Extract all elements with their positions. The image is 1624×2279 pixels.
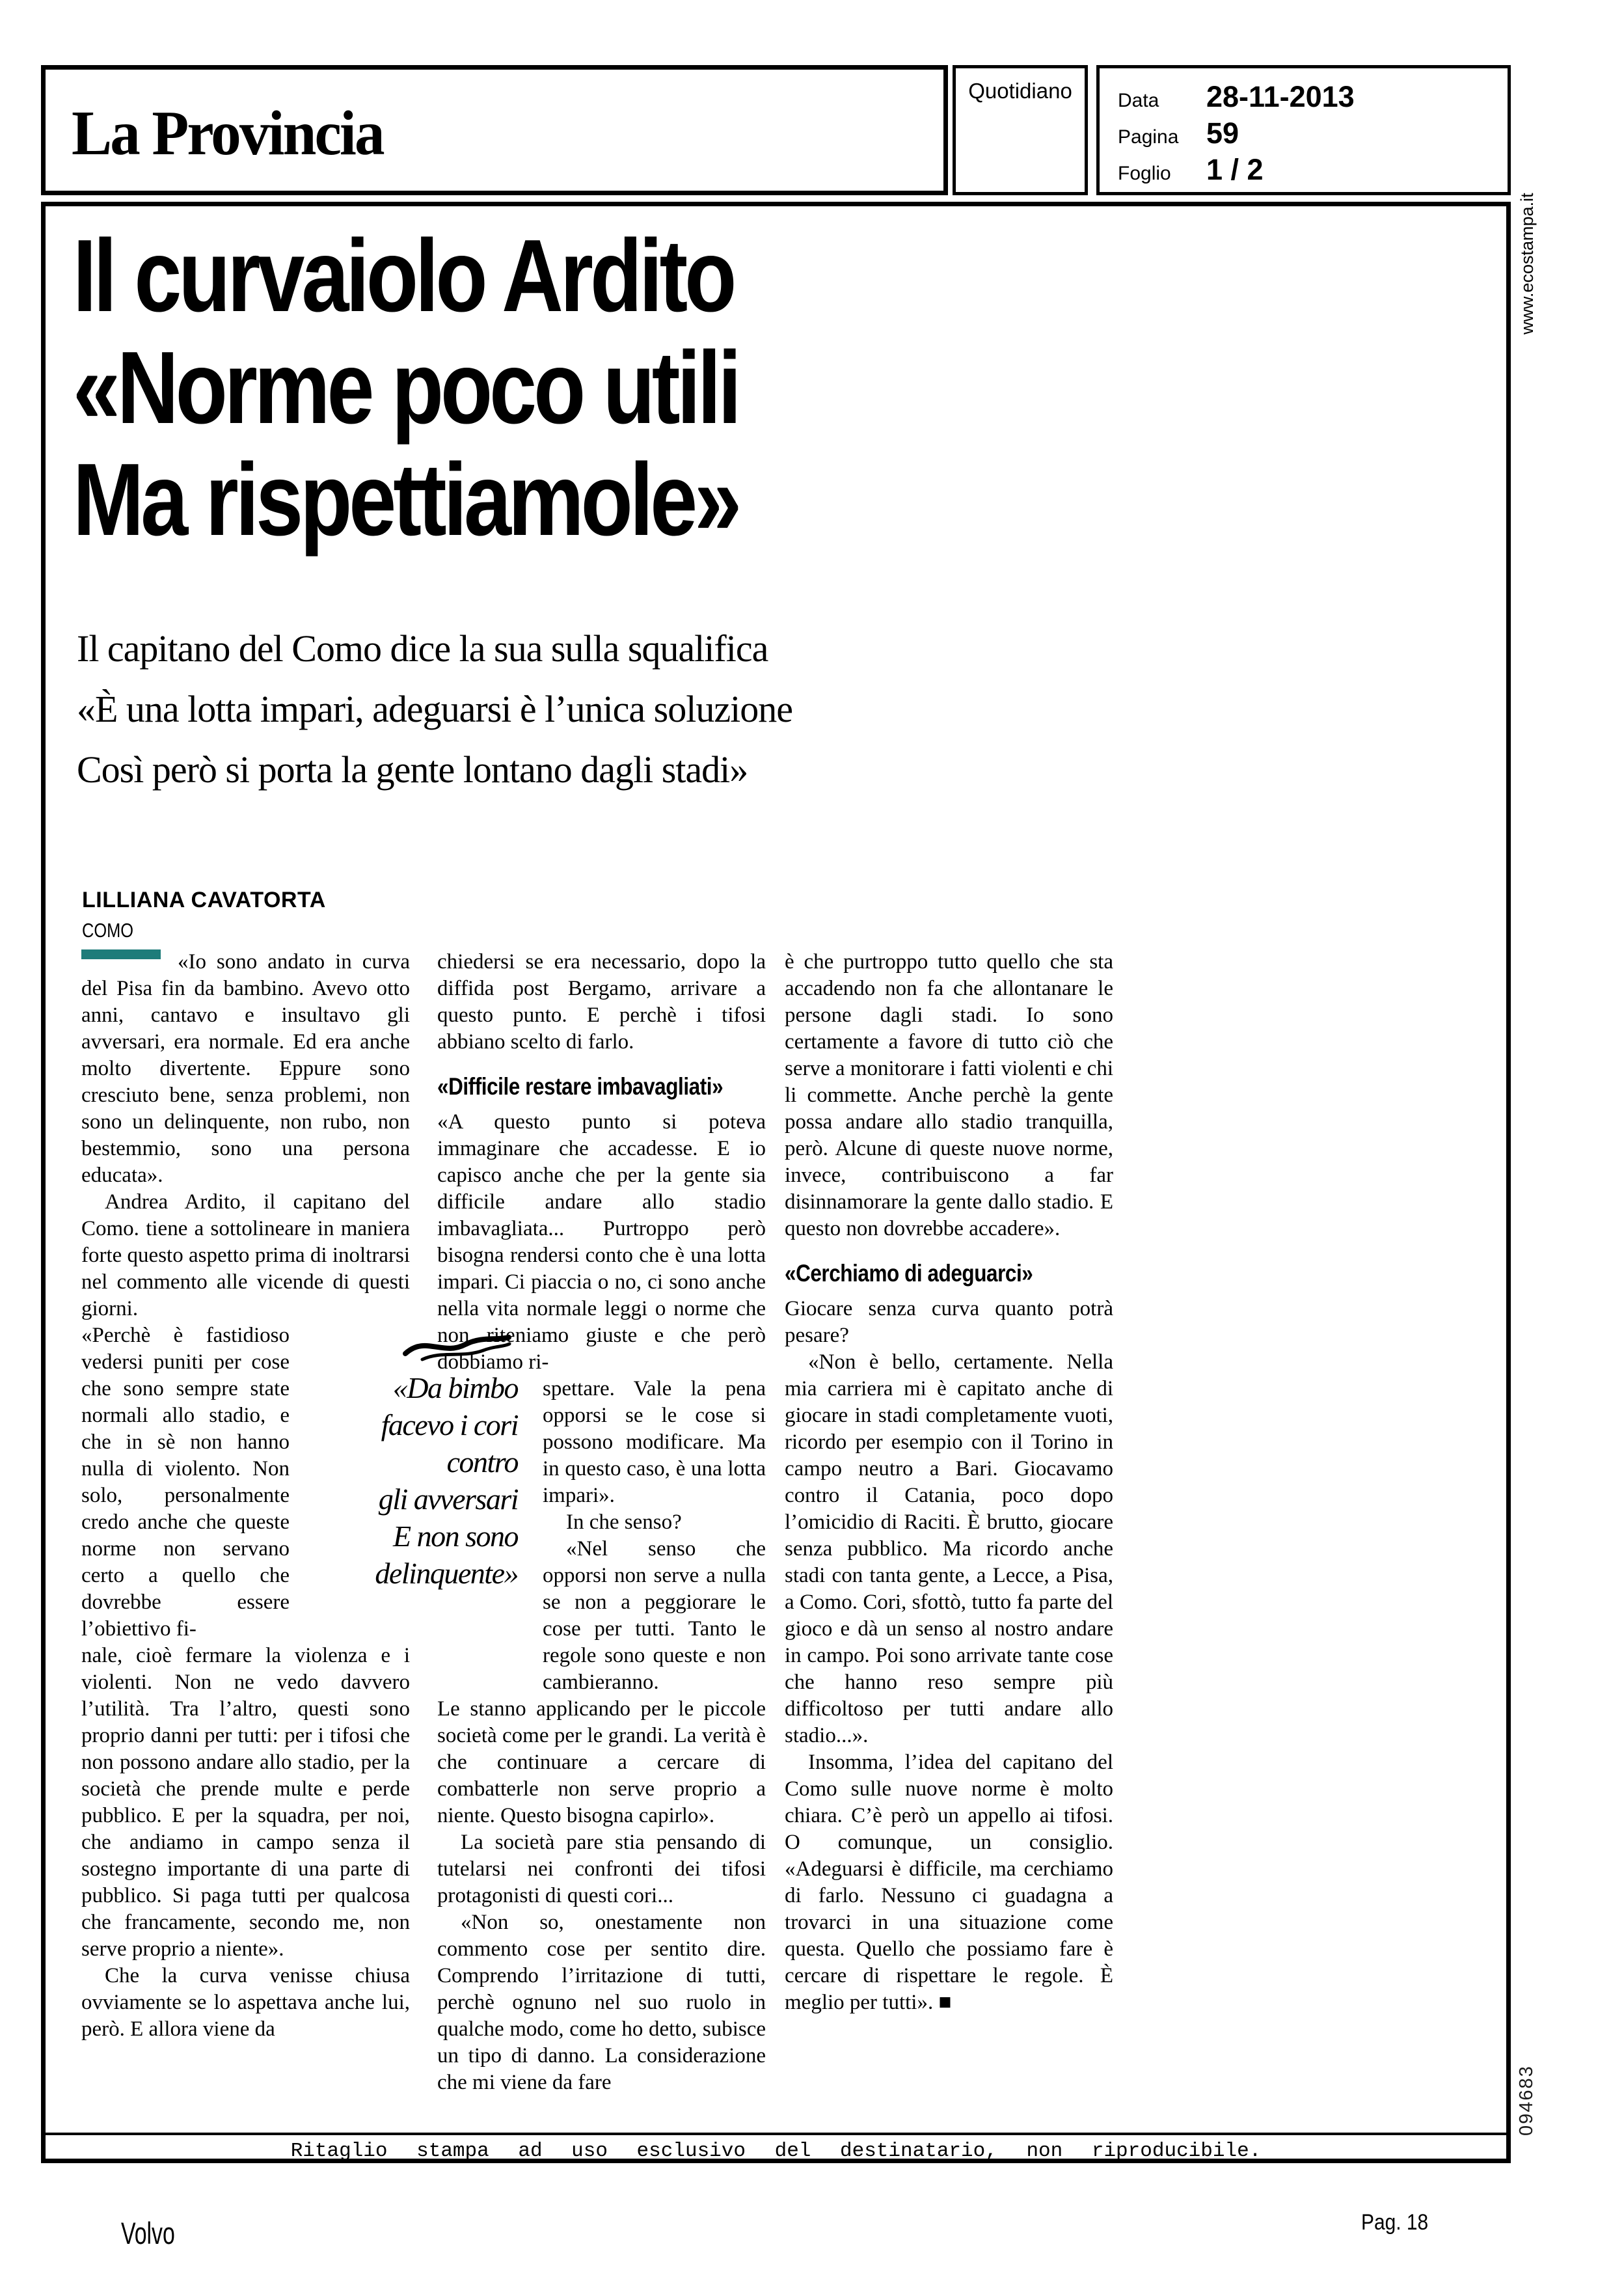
paragraph: spettare. Vale la pena opporsi se le cose si possono modificare. Ma in questo caso, è una lotta impari».: [543, 1377, 766, 1507]
advertiser-name: Volvo: [121, 2216, 175, 2250]
paragraph-text: «Io sono andato in curva del Pisa fin da bambino. Avevo otto anni, cantavo e insultavo gli avversari, era normale. Ed era anche molto divertente. Eppure sono cresciuto bene, senza problemi, non sono un delinquente, non rubo, non bestemmio, sono una persona educata».: [81, 950, 410, 1187]
paragraph: «Non so, onestamente non commento cose per sentito dire. Comprendo l’irritazione di tutti, perchè ognuno nel suo ruolo in qualche modo, come ho detto, subisce un tipo di danno. La considerazione che mi viene da fare: [437, 1911, 766, 2094]
interview-question: Giocare senza curva quanto potrà pesare?: [785, 1297, 1113, 1347]
page-reference: Pag. 18: [1361, 2210, 1429, 2235]
interview-question: In che senso?: [566, 1510, 682, 1534]
page-value: 59: [1206, 116, 1239, 150]
pull-quote-line: delinquente»: [375, 1557, 518, 1590]
standfirst: [77, 618, 792, 800]
pull-quote-line: facevo i cori: [381, 1408, 518, 1441]
masthead-logo-box: [41, 65, 948, 195]
paragraph: è che purtroppo tutto quello che sta accadendo non fa che allontanare le persone dagli stadi. Io sono certamente a favore di tutto ciò che serve a monitorare i fatti violenti e chi li commette. Anche perchè la gente possa andare allo stadio tranquilla, però. Alcune di queste nuove norme, invece, contribuiscono a far disinnamorare la gente dallo stadio. E questo non dovrebbe accadere».: [785, 950, 1113, 1240]
standfirst-line-2: «È una lotta impari, adeguarsi è l’unica soluzione: [77, 688, 792, 730]
pull-quote-line: gli avversari: [378, 1482, 518, 1516]
paragraph: Andrea Ardito, il capitano del Como. tiene a sottolineare in maniera forte questo aspetto prima di inoltrarsi nel commento alle vicende di questi giorni.: [81, 1190, 410, 1320]
page-label: Pagina: [1118, 126, 1179, 148]
byline-author: LILLIANA CAVATORTA: [82, 888, 326, 912]
headline-line-3: Ma rispettiamole»: [73, 443, 739, 557]
pull-quote-line: «Da bimbo: [392, 1371, 518, 1404]
section-subhead: «Cerchiamo di adeguarci»: [785, 1260, 1033, 1287]
paragraph: chiedersi se era necessario, dopo la diffida post Bergamo, arrivare a questo punto. E perchè i tifosi abbiano scelto di farlo.: [437, 950, 766, 1054]
headline-line-1: Il curvaiolo Ardito: [73, 219, 734, 333]
publication-type-label: Quotidiano: [968, 79, 1072, 103]
paragraph: Insomma, l’idea del capitano del Como sulle nuove norme è molto chiara. C’è però un appello ai tifosi. O comunque, un consiglio. «Adeguarsi è difficile, ma cerchiamo di farlo. Nessuno ci guadagna a trovarci in una situazione come questa. Quello che possiamo fare è cercare di rispettare le regole. È meglio per tutti». ■: [785, 1751, 1113, 2014]
paragraph-beside-pullquote: «Perchè è fastidioso vedersi puniti per cose che sono sempre state normali allo stadio, e che in sè non hanno nulla di violento. Non solo, personalmente credo anche che queste norme non servano certo a quello che dovrebbe essere l’obiettivo fi-: [81, 1324, 290, 1641]
info-row-sheet: [1118, 153, 1264, 187]
footer-disclaimer: Ritaglio stampa ad uso esclusivo del destinatario, non riproducibile.: [290, 2140, 1262, 2163]
paragraph: Che la curva venisse chiusa ovviamente se lo aspettava anche lui, però. E allora viene da: [81, 1964, 410, 2041]
body-column-2: [437, 949, 766, 2096]
text-beside-pullquote: [543, 1376, 766, 1696]
interview-question: La società pare stia pensando di tutelarsi nei confronti dei tifosi protagonisti di questi cori...: [437, 1831, 766, 1907]
ecostampa-watermark: www.ecostampa.it: [1517, 193, 1537, 334]
standfirst-line-3: Così però si porta la gente lontano dagli stadi»: [77, 748, 748, 791]
newspaper-logo: La Provincia: [72, 98, 383, 169]
paragraph: nale, cioè fermare la violenza e i violenti. Non ne vedo davvero l’utilità. Tra l’altro, questi sono proprio danni per tutti: per i tifosi che non possono andare allo stadio, per la società che prende multe e perde pubblico. E per la squadra, per noi, che andiamo in campo senza il sostegno importante di una parte di pubblico. Si paga tutti per qualcosa che francamente, secondo me, non serve proprio a niente».: [81, 1644, 410, 1961]
kicker-bar-accent: [81, 949, 161, 959]
footer-divider: [41, 2133, 1511, 2135]
paragraph: «Nel senso che opporsi non serve a nulla se non a peggiorare le cose per tutti. Tanto le regole sono queste e non cambieranno.: [543, 1537, 766, 1694]
headline-line-2: «Norme poco utili: [73, 331, 738, 445]
info-row-date: [1118, 80, 1355, 114]
date-label: Data: [1118, 90, 1159, 111]
section-subhead: «Difficile restare imbavagliati»: [437, 1073, 724, 1100]
sheet-label: Foglio: [1118, 163, 1171, 184]
paragraph: Le stanno applicando per le piccole società come per le grandi. La verità è che continuare a cercare di combatterle non serve proprio a niente. Questo bisogna capirlo».: [437, 1697, 766, 1827]
pull-quote-line: E non sono: [393, 1520, 518, 1553]
clipping-code: 094683: [1516, 2065, 1537, 2136]
paragraph: «Non è bello, certamente. Nella mia carriera mi è capitato anche di giocare in stadi completamente vuoti, ricordo per esempio con il Torino in campo neutro a Bari. Giocavamo contro il Catania, poco dopo l’omicidio di Raciti. È brutto, giocare senza pubblico. Ma ricordo anche stadi con tanta gente, a Lecce, a Pisa, a Como. Cori, sfottò, tutto fa parte del gioco e dà un senso al nostro andare in campo. Poi sono arrivate tante cose che hanno reso sempre più difficoltoso per tutti andare allo stadio...».: [785, 1350, 1113, 1747]
paragraph: «A questo punto si poteva immaginare che accadesse. E io capisco anche che per la gente sia difficile andare allo stadio imbavagliata... Purtroppo però bisogna rendersi conto che è una lotta impari. Ci piaccia o no, ci sono anche nella vita normale leggi o norme che non riteniamo giuste e che però dobbiamo ri-: [437, 1110, 766, 1374]
standfirst-line-1: Il capitano del Como dice la sua sulla squalifica: [77, 627, 768, 670]
publication-type-box: [953, 65, 1088, 195]
pull-quote-line: contro: [446, 1445, 518, 1479]
info-row-page: [1118, 116, 1239, 150]
paragraph: [81, 949, 410, 1189]
clipping-info-box: [1096, 65, 1511, 195]
headline: [73, 220, 738, 556]
body-column-3: [785, 949, 1113, 2016]
sheet-value: 1 / 2: [1206, 153, 1264, 186]
date-value: 28-11-2013: [1206, 80, 1355, 113]
byline-location: COMO: [82, 919, 134, 942]
